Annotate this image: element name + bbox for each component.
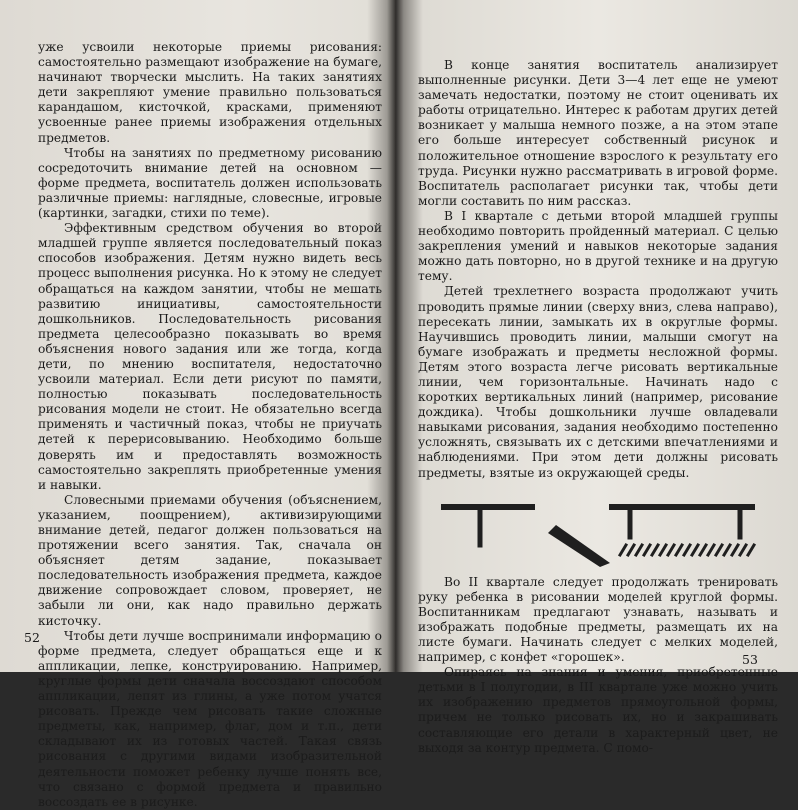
paragraph: уже усвоили некоторые приемы рисования: самостоятельно размещают изображение на бумаге, начинают творчески мыслить. На таких занятиях дети закрепляют умение правильно пользоваться карандашом, кисточкой, красками, применяют усвоенные ранее приемы изображения отдельных предметов.	[38, 40, 382, 145]
paragraph: В I квартале с детьми второй младшей группы необходимо повторить пройденный материал. С целью закрепления умений и навыков некоторые задания можно дать повторно, но в другой технике и на другую тему.	[418, 208, 778, 284]
paragraph: Во II квартале следует продолжать тренировать руку ребенка в рисовании моделей круглой формы. Воспитанникам предлагают узнавать, называть и изображать подобные предметы, размещать их на листе бумаги. Начинать следует с мелких моделей, например, с конфет «горошек».	[418, 574, 778, 665]
page-number: 53	[742, 652, 758, 667]
illustration-figure	[418, 493, 778, 569]
left-text-column	[38, 40, 382, 810]
paragraph: Детей трехлетнего возраста продолжают учить проводить прямые линии (сверху вниз, слева направо), пересекать линии, замыкать их в округлые формы. Научившись проводить линии, малыши смогут на бумаге изображать и предметы несложной формы. Детям этого возраста легче рисовать вертикальные линии, чем горизонтальные. Начинать надо с коротких вертикальных линий (например, рисование дождика). Чтобы дошкольники лучше овладевали навыками рисования, задания необходимо постепенно усложнять, связывать их с детскими впечатлениями и наблюдениями. При этом дети должны рисовать предметы, взятые из окружающей среды.	[418, 284, 778, 480]
paragraph: Чтобы на занятиях по предметному рисованию сосредоточить внимание детей на основном — форме предмета, воспитатель должен использовать различные приемы: наглядные, словесные, игровые (картинки, загадки, стихи по теме).	[38, 145, 382, 221]
paragraph: Эффективным средством обучения во второй младшей группе является последовательный показ способов изображения. Детям нужно видеть весь процесс выполнения рисунка. Но к этому не следует обращаться на каждом занятии, чтобы не мешать развитию инициативы, самостоятельности дошкольников. Последовательность рисования предмета целесообразно показывать во время объяснения нового задания или же тогда, когда дети, по мнению воспитателя, недостаточно усвоили материал. Если дети рисуют по памяти, полностью показывать последовательность рисования модели не стоит. Не обязательно всегда применять и частичный показ, чтобы не приучать детей к перерисовыванию. Необходимо больше доверять им и предоставлять возможность самостоятельно закреплять приобретенные умения и навыки.	[38, 221, 382, 492]
left-page	[0, 0, 392, 809]
hatched-floor	[620, 545, 754, 555]
paragraph: Словесными приемами обучения (объяснением, указанием, поощрением), активизирующими внимание детей, педагог должен пользоваться на протяжении всего занятия. Так, сначала он объясняет детям задание, показывает последовательность изображения предмета, каждое движение сопровождает словом, проверяет, не забыли ли они, как надо правильно держать кисточку.	[38, 492, 382, 628]
paragraph: В конце занятия воспитатель анализирует выполненные рисунки. Дети 3—4 лет еще не умеют замечать недостатки, поэтому не стоит оценивать их работы отрицательно. Интерес к работам других детей возникает у малыша немного позже, а на этом этапе его больше интересует собственный рисунок и положительное отношение взрослого к результату его труда. Рисунки нужно рассматривать в игровой форме. Воспитатель располагает рисунки так, чтобы дети могли составить по ним рассказ.	[418, 58, 778, 208]
right-page	[402, 0, 798, 755]
page-number: 52	[24, 630, 40, 645]
brush-stroke	[548, 525, 610, 567]
paragraph: Чтобы дети лучше воспринимали информацию о форме предмета, следует обращаться еще и к аппликации, лепке, конструированию. Например, круглые формы дети сначала воссоздают способом аппликации, лепят из глины, а уже потом учатся рисовать. Прежде чем рисовать такие сложные предметы, как, например, флаг, дом и т.п., дети складывают их из готовых частей. Такая связь рисования с другими видами изобразительной деятельности поможет ребенку лучше понять все, что связано с формой предмета и правильно воссоздать ее в рисунке.	[38, 628, 382, 809]
right-text-column	[418, 58, 778, 756]
paragraph: Опираясь на знания и умения, приобретенные детьми в I полугодии, в III квартале уже можно учить их изображению предметов прямоугольной формы, причем не только рисовать их, но и закрашивать составляющие его детали в характерный цвет, не выходя за контур предмета. С помо-	[418, 665, 778, 755]
table-drawing-illustration	[440, 493, 760, 569]
